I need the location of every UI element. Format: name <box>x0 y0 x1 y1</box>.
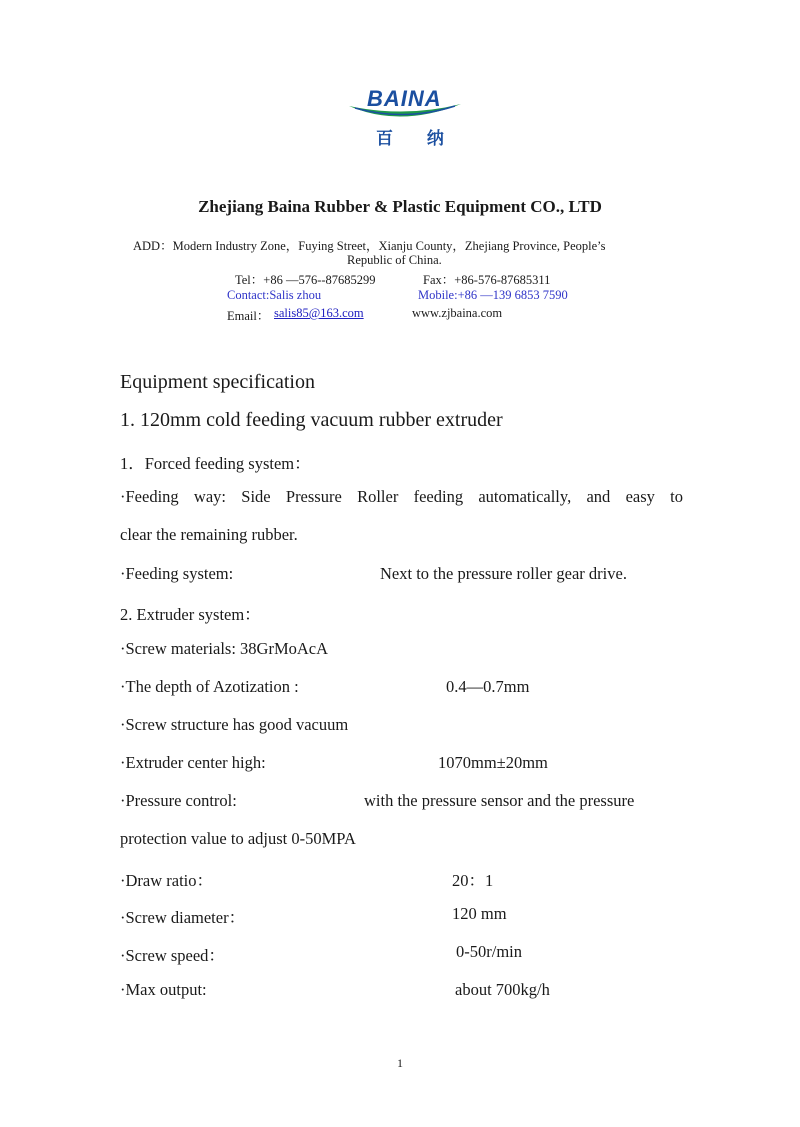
logo-brand-text: BAINA <box>367 86 442 111</box>
screw-diameter-label: ·Screw diameter： <box>120 908 246 927</box>
center-high-label: ·Extruder center high: <box>120 753 266 772</box>
pressure-control-label: ·Pressure control: <box>120 791 237 810</box>
feeding-way-line-2: clear the remaining rubber. <box>120 525 298 544</box>
draw-ratio-label: ·Draw ratio： <box>120 871 214 890</box>
azotization-value: 0.4—0.7mm <box>446 677 530 696</box>
screw-materials: ·Screw materials: 38GrMoAcA <box>120 639 329 658</box>
page-number: 1 <box>397 1056 403 1070</box>
tel: Tel：+86 —576--87685299 <box>235 273 376 287</box>
feeding-system-label: ·Feeding system: <box>120 564 234 583</box>
max-output-label: ·Max output: <box>120 980 207 999</box>
max-output-value: about 700kg/h <box>455 980 550 999</box>
feeding-way-line-1: ·Feeding way: Side Pressure Roller feeding automatically, and easy to <box>120 487 683 506</box>
website: www.zjbaina.com <box>412 306 503 320</box>
center-high-value: 1070mm±20mm <box>438 753 548 772</box>
pressure-control-line-2: protection value to adjust 0-50MPA <box>120 829 356 848</box>
contact-person: Contact:Salis zhou <box>227 288 322 302</box>
email-label: Email： <box>227 309 270 323</box>
mobile: Mobile:+86 —139 6853 7590 <box>418 288 568 302</box>
pressure-control-value: with the pressure sensor and the pressure <box>364 791 635 810</box>
doc-title: Equipment specification <box>120 371 315 393</box>
screw-speed-label: ·Screw speed： <box>120 946 225 965</box>
screw-speed-value: 0-50r/min <box>456 942 522 961</box>
logo-chinese-name: 百 纳 <box>376 129 458 149</box>
azotization-label: ·The depth of Azotization : <box>120 677 299 696</box>
company-name: Zhejiang Baina Rubber & Plastic Equipment CO., LTD <box>198 197 602 216</box>
draw-ratio-value: 20：1 <box>452 871 494 890</box>
screw-diameter-value: 120 mm <box>452 904 507 923</box>
screw-structure: ·Screw structure has good vacuum <box>120 715 349 734</box>
doc-subtitle: 1. 120mm cold feeding vacuum rubber extruder <box>120 409 503 431</box>
email-link[interactable]: salis85@163.com <box>274 306 364 320</box>
section-extruder: 2. Extruder system： <box>120 605 261 624</box>
fax: Fax：+86-576-87685311 <box>423 273 551 287</box>
address-line-1: ADD：Modern Industry Zone，Fuying Street，Xianju County，Zhejiang Province, People’s <box>133 239 606 253</box>
section-forced-feeding: 1．Forced feeding system： <box>120 454 311 473</box>
address-line-2: Republic of China. <box>347 253 442 267</box>
feeding-system-value: Next to the pressure roller gear drive. <box>380 564 627 583</box>
